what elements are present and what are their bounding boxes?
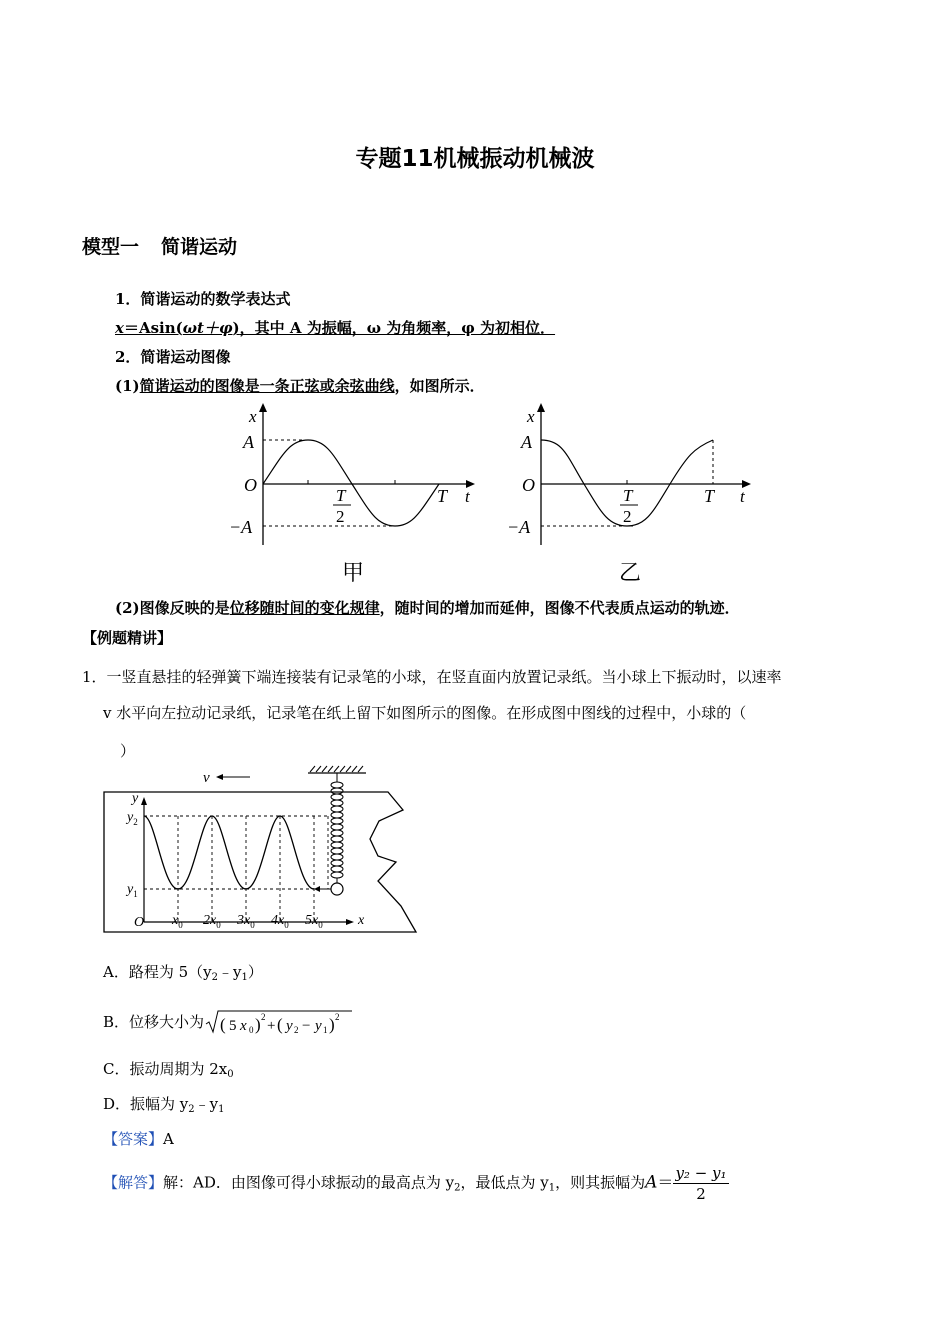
section-1-formula: x＝Asin(ωt＋φ)，其中 A 为振幅，ω 为角频率，φ 为初相位． <box>115 319 556 337</box>
figure-y1-label: $y_1$ <box>127 882 138 899</box>
svg-text:1: 1 <box>323 1025 328 1035</box>
graph-yi-half-period-num: T <box>623 486 633 505</box>
svg-text:5: 5 <box>229 1018 237 1034</box>
graph-yi-caption: 乙 <box>619 560 642 585</box>
graph-jia-x-axis-label: t <box>465 487 470 506</box>
graph-yi-x-axis-label: t <box>740 487 745 506</box>
section-2-paragraph-2: (2)图像反映的是位移随时间的变化规律，随时间的增加而延伸，图像不代表质点运动的轨迹． <box>115 599 740 617</box>
graph-jia-neg-amplitude-label: −A <box>229 517 253 537</box>
svg-text:(: ( <box>220 1015 226 1034</box>
model-name: 简谐运动 <box>161 236 238 258</box>
figure-origin-label: O <box>134 915 145 930</box>
figure-y-axis-label: y <box>132 791 139 806</box>
graph-yi-half-period-den: 2 <box>623 507 632 526</box>
graph-yi-period-label: T <box>704 486 715 506</box>
model-heading <box>82 232 237 259</box>
svg-text:2: 2 <box>294 1025 299 1035</box>
svg-text:): ) <box>255 1015 261 1034</box>
option-a[interactable]: A．路程为 $5(y_2﹣y_1)$ <box>103 963 263 983</box>
answer-label: 【答案】 <box>103 1130 164 1148</box>
section-2-paragraph-1: (1)简谐运动的图像是一条正弦或余弦曲线，如图所示． <box>115 377 485 395</box>
figure-x-tick-label: $5x_0$ <box>305 913 323 930</box>
amplitude-fraction: $\frac{\text{y₂ − y₁}}{2}$ <box>675 1164 727 1203</box>
svg-text:x: x <box>240 1018 247 1034</box>
model-number: 模型一 <box>82 236 140 258</box>
svg-text:): ) <box>329 1015 335 1034</box>
figure-x-tick-label: $2x_0$ <box>203 913 221 930</box>
svg-text:−: − <box>302 1018 311 1034</box>
figure-y2-label: $y_2$ <box>127 810 138 827</box>
graph-yi <box>503 400 763 590</box>
graph-jia-period-label: T <box>437 486 448 506</box>
svg-text:(: ( <box>277 1015 283 1034</box>
question-1-line-1: 1．一竖直悬挂的轻弹簧下端连接装有记录笔的小球，在竖直面内放置记录纸。当小球上下振动时，以速率 <box>82 668 782 686</box>
graph-jia-half-period-den: 2 <box>336 507 345 526</box>
graph-yi-origin-label: O <box>522 475 535 495</box>
option-b[interactable]: B．位移大小为 ( 5 x 0 ) 2 + ( y 2 − y 1 ) 2 <box>103 1008 354 1036</box>
question-1-line-2: v 水平向左拉动记录纸，记录笔在纸上留下如图所示的图像。在形成图中图线的过程中，小球的（ <box>103 704 747 722</box>
figure-x-tick-label: $x_0$ <box>172 913 183 930</box>
section-2-heading: 2．简谐运动图像 <box>115 348 231 366</box>
graph-jia-caption: 甲 <box>342 560 365 585</box>
question-1-figure <box>100 764 420 936</box>
solution-line: 【解答】解：AD．由图像可得小球振动的最高点为 $y_2$，最低点为 $y_1$，则其振幅为A＝ $\frac{\text{y₂ − y₁}}{2}$ <box>103 1164 727 1203</box>
svg-text:y: y <box>286 1018 293 1034</box>
answer-line <box>103 1128 174 1149</box>
figure-x-tick-label: $4x_0$ <box>271 913 289 930</box>
graph-yi-neg-amplitude-label: −A <box>507 517 531 537</box>
graph-jia <box>225 400 485 590</box>
svg-text:2: 2 <box>335 1012 340 1022</box>
page-title: 专题11机械振动机械波 <box>355 146 595 172</box>
option-d[interactable]: D．振幅为 $y_2﹣y_1$ <box>103 1095 225 1115</box>
option-b-formula <box>204 1008 354 1036</box>
graph-yi-y-axis-label: x <box>527 407 535 426</box>
graph-jia-origin-label: O <box>244 475 257 495</box>
graph-jia-amplitude-label: A <box>243 432 254 452</box>
solution-label: 【解答】 <box>103 1173 164 1192</box>
example-label: 【例题精讲】 <box>82 629 173 647</box>
graph-yi-amplitude-label: A <box>521 432 532 452</box>
graph-jia-half-period-num: T <box>336 486 346 505</box>
answer-value: A <box>163 1130 174 1148</box>
svg-text:y: y <box>315 1018 322 1034</box>
figure-x-tick-label: $3x_0$ <box>237 913 255 930</box>
question-1-line-3: ） <box>120 742 136 760</box>
velocity-label: v <box>203 770 210 786</box>
svg-text:+: + <box>267 1018 276 1034</box>
svg-text:2: 2 <box>261 1012 266 1022</box>
graph-jia-y-axis-label: x <box>249 407 257 426</box>
svg-text:0: 0 <box>249 1025 254 1035</box>
section-1-heading: 1．简谐运动的数学表达式 <box>115 290 291 308</box>
option-c[interactable]: C．振动周期为 $2x_0$ <box>103 1060 234 1080</box>
figure-x-axis-label: x <box>358 913 365 928</box>
